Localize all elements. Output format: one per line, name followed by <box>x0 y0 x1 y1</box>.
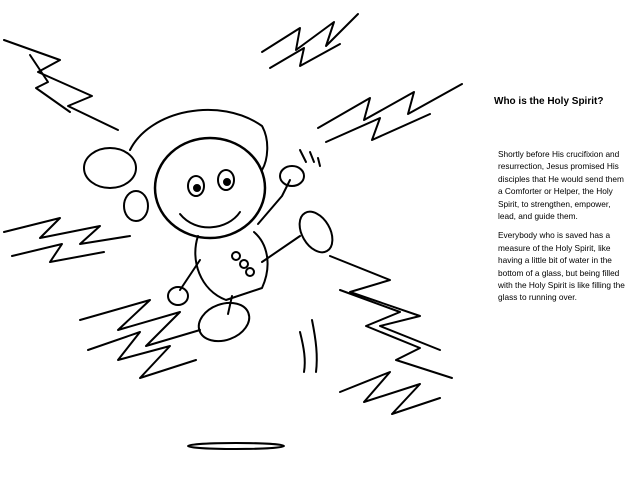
lightning-bolt-top-center <box>262 14 358 52</box>
lightning-bolt-left <box>4 218 130 244</box>
hair-bun <box>84 148 136 188</box>
lightning-bolt-top-center-2 <box>270 44 340 68</box>
paragraph-1: Shortly before His crucifixion and resurrection, Jesus promised His disciples that He would send them a Comforter or Helper, the Holy Spirit, to strengthen, empower, lead, and guide them. <box>498 149 624 222</box>
kicking-shoe <box>293 206 339 258</box>
body-text <box>498 148 626 311</box>
ground-shadow <box>188 443 284 449</box>
lower-arm <box>180 260 200 290</box>
kicking-leg <box>262 236 300 262</box>
standing-shoe <box>193 296 254 348</box>
lightning-bolt-right <box>318 84 462 128</box>
lightning-bolt-bottom-right <box>330 256 440 350</box>
lightning-bolt-bottom-left-2 <box>88 332 196 378</box>
page-title: Who is the Holy Spirit? <box>494 96 604 107</box>
girl-body <box>195 232 267 300</box>
paragraph-2: Everybody who is saved has a measure of the Holy Spirit, like having a little bit of water in the bottom of a glass, but being filled with the Holy Spirit is like filling the glass to running over. <box>498 230 625 303</box>
lightning-bolt-bottom-left <box>80 300 200 346</box>
lightning-bolt-bottom-right-2 <box>340 290 452 378</box>
girl-head <box>155 138 265 238</box>
lightning-bolt-lower <box>340 372 440 414</box>
raised-fist <box>280 166 304 186</box>
ear <box>124 191 148 221</box>
lightning-bolt-left-2 <box>12 244 104 262</box>
smile <box>180 212 240 227</box>
lightning-bolt-right-2 <box>326 114 430 142</box>
lightning-bolt-top-left <box>4 40 118 130</box>
lower-hand <box>168 287 188 305</box>
